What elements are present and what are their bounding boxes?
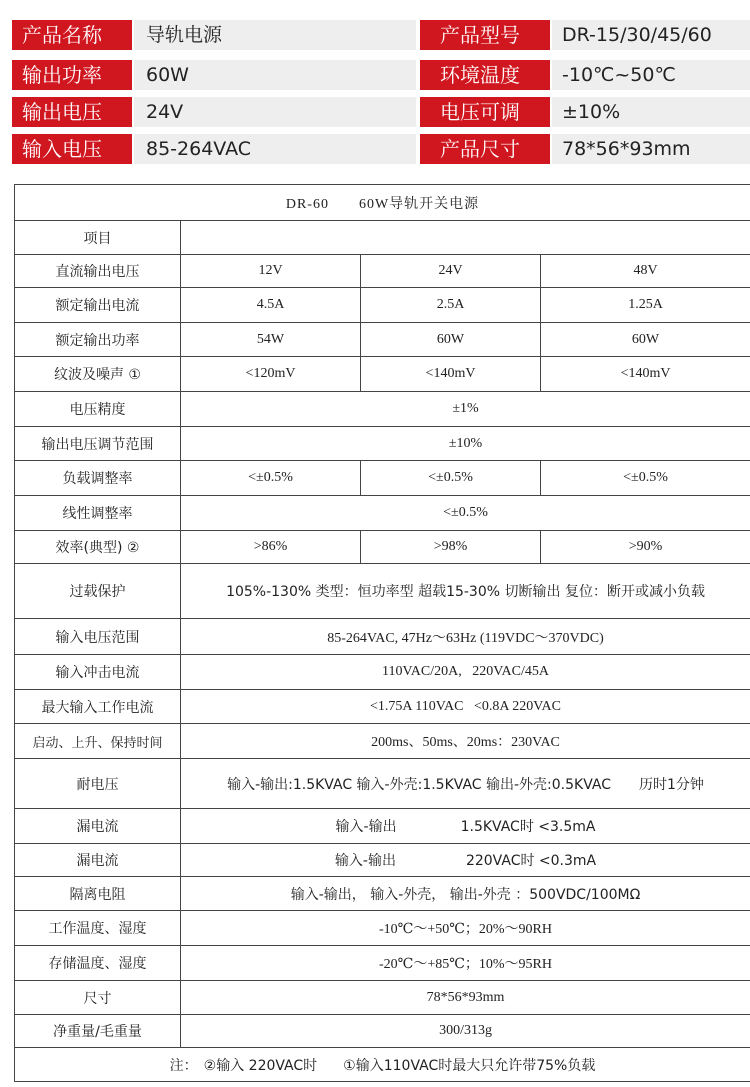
row-value xyxy=(181,759,750,809)
note-item-1: ①输入110VAC时最大只允许带75%负载 xyxy=(343,1057,596,1074)
row-label: 输入电压范围 xyxy=(15,619,181,655)
spec-label: 电压可调 xyxy=(420,97,550,127)
table-row xyxy=(15,1015,750,1048)
leakage-current: 220VAC时 <0.3mA xyxy=(465,853,597,869)
spec-value: 24V xyxy=(134,97,416,127)
table-row xyxy=(15,496,750,531)
table-row xyxy=(15,759,750,809)
row-value: ±10% xyxy=(181,427,750,461)
withstand-duration: 历时1分钟 xyxy=(639,776,704,793)
row-label: 负载调整率 xyxy=(15,461,181,496)
spec-label: 输出功率 xyxy=(12,60,132,90)
table-row xyxy=(15,655,750,690)
row-value: 200ms、50ms、20ms：230VAC xyxy=(181,724,750,759)
leakage-path: 输入-输出 xyxy=(335,819,397,835)
table-row xyxy=(15,946,750,981)
row-label: 隔离电阻 xyxy=(15,877,181,911)
title-model: DR-60 xyxy=(285,196,329,212)
row-label: 工作温度、湿度 xyxy=(15,911,181,946)
cell-value: >86% xyxy=(181,531,361,564)
spec-value: 85-264VAC xyxy=(134,134,416,164)
row-value: <1.75A 110VAC <0.8A 220VAC xyxy=(181,690,750,724)
cell-value: 24V xyxy=(361,255,541,288)
row-value: 85-264VAC, 47Hz～63Hz (119VDC～370VDC) xyxy=(181,619,750,655)
row-label: 漏电流 xyxy=(15,809,181,844)
spec-label: 输出电压 xyxy=(12,97,132,127)
spec-label: 环境温度 xyxy=(420,60,550,90)
leakage-path: 输入-输出 xyxy=(334,853,396,869)
cell-value: <120mV xyxy=(181,357,361,392)
table-row xyxy=(15,564,750,619)
table-row xyxy=(15,619,750,655)
cell-value: 1.25A xyxy=(541,288,750,323)
spec-row-4 xyxy=(0,134,750,164)
row-label: 项目 xyxy=(15,221,181,255)
cell-value: 60W xyxy=(361,323,541,357)
table-row xyxy=(15,911,750,946)
cell-value: <140mV xyxy=(361,357,541,392)
row-label: 存储温度、湿度 xyxy=(15,946,181,981)
row-label: 线性调整率 xyxy=(15,496,181,531)
spec-value: -10℃~50℃ xyxy=(552,60,750,90)
cell-value: 4.5A xyxy=(181,288,361,323)
row-value: ±1% xyxy=(181,392,750,427)
cell-value: 60W xyxy=(541,323,750,357)
row-label: 效率(典型) ② xyxy=(15,531,181,564)
row-label: 启动、上升、保持时间 xyxy=(15,724,181,759)
row-label: 输入冲击电流 xyxy=(15,655,181,690)
cell-value: 2.5A xyxy=(361,288,541,323)
cell-value: >98% xyxy=(361,531,541,564)
cell-value: >90% xyxy=(541,531,750,564)
row-value: <±0.5% xyxy=(181,496,750,531)
spec-table xyxy=(14,184,750,1082)
table-row xyxy=(15,288,750,323)
table-title xyxy=(15,185,750,221)
cell-value: 54W xyxy=(181,323,361,357)
row-label: 尺寸 xyxy=(15,981,181,1015)
cell-value: 12V xyxy=(181,255,361,288)
row-value: -20℃～+85℃；10%～95RH xyxy=(181,946,750,981)
row-label: 电压精度 xyxy=(15,392,181,427)
row-value: 78*56*93mm xyxy=(181,981,750,1015)
note-item-2: ②输入 220VAC时 xyxy=(203,1057,318,1074)
table-row xyxy=(15,461,750,496)
spec-label: 产品名称 xyxy=(12,20,132,50)
table-row xyxy=(15,357,750,392)
cell-value: 48V xyxy=(541,255,750,288)
spec-value: 60W xyxy=(134,60,416,90)
spec-row-2 xyxy=(0,60,750,90)
spec-value: DR-15/30/45/60 xyxy=(552,20,750,50)
table-row xyxy=(15,809,750,844)
row-label: 额定输出电流 xyxy=(15,288,181,323)
row-label: 输出电压调节范围 xyxy=(15,427,181,461)
spec-value: ±10% xyxy=(552,97,750,127)
spec-row-3 xyxy=(0,97,750,127)
table-row xyxy=(15,981,750,1015)
table-row xyxy=(15,427,750,461)
row-label: 耐电压 xyxy=(15,759,181,809)
row-label: 净重量/毛重量 xyxy=(15,1015,181,1048)
row-label: 漏电流 xyxy=(15,844,181,877)
withstand-value: 输入-输出:1.5KVAC 输入-外壳:1.5KVAC 输出-外壳:0.5KVAC xyxy=(227,776,611,793)
spec-row-1 xyxy=(0,20,750,50)
row-value xyxy=(181,809,750,844)
note-prefix: 注： xyxy=(169,1057,198,1074)
row-value xyxy=(181,844,750,877)
table-row xyxy=(15,724,750,759)
table-note-row xyxy=(15,1048,750,1082)
row-label: 直流输出电压 xyxy=(15,255,181,288)
cell-value: <140mV xyxy=(541,357,750,392)
table-note xyxy=(15,1048,750,1082)
row-label: 额定输出功率 xyxy=(15,323,181,357)
cell-value: <±0.5% xyxy=(541,461,750,496)
row-value: 输入-输出， 输入-外壳， 输出-外壳 ：500VDC/100MΩ xyxy=(181,877,750,911)
spec-value: 78*56*93mm xyxy=(552,134,750,164)
table-row xyxy=(15,844,750,877)
table-row xyxy=(15,392,750,427)
row-value: -10℃～+50℃；20%～90RH xyxy=(181,911,750,946)
table-row xyxy=(15,877,750,911)
table-row xyxy=(15,323,750,357)
table-row xyxy=(15,221,750,255)
cell-value: <±0.5% xyxy=(181,461,361,496)
table-row xyxy=(15,255,750,288)
table-row xyxy=(15,690,750,724)
row-value: 105%-130% 类型：恒功率型 超载15-30% 切断输出 复位：断开或减小负载 xyxy=(181,564,750,619)
spec-label: 输入电压 xyxy=(12,134,132,164)
title-desc: 60W导轨开关电源 xyxy=(358,196,480,212)
row-label: 最大输入工作电流 xyxy=(15,690,181,724)
row-label: 纹波及噪声 ① xyxy=(15,357,181,392)
row-value: 110VAC/20A, 220VAC/45A xyxy=(181,655,750,690)
table-title-row xyxy=(15,185,750,221)
leakage-current: 1.5KVAC时 <3.5mA xyxy=(460,819,596,835)
table-row xyxy=(15,531,750,564)
spec-value: 导轨电源 xyxy=(134,20,416,50)
row-value: 300/313g xyxy=(181,1015,750,1048)
row-label: 过载保护 xyxy=(15,564,181,619)
spec-label: 产品型号 xyxy=(420,20,550,50)
row-value-empty xyxy=(181,221,750,255)
cell-value: <±0.5% xyxy=(361,461,541,496)
spec-label: 产品尺寸 xyxy=(420,134,550,164)
